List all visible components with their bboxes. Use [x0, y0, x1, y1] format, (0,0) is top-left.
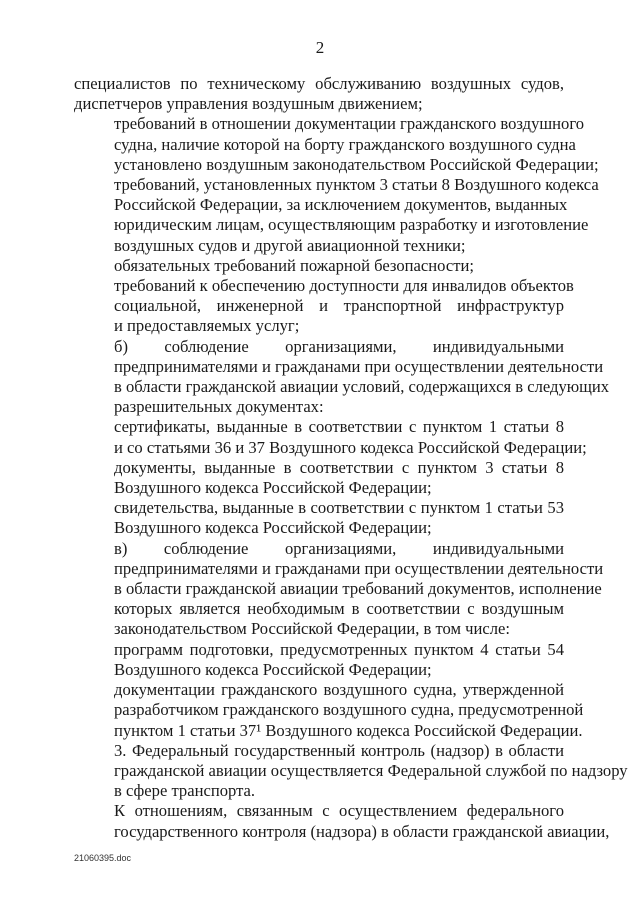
text-line: документы, выданные в соответствии с пунктом 3 статьи 8 — [114, 457, 564, 477]
text-line: в области гражданской авиации требований документов, исполнение — [114, 579, 602, 599]
paragraph — [74, 74, 564, 114]
text-line: сертификаты, выданные в соответствии с пунктом 1 статьи 8 — [114, 417, 564, 437]
text-line: социальной, инженерной и транспортной инфраструктур — [114, 296, 564, 316]
text-line: требований, установленных пунктом 3 статьи 8 Воздушного кодекса — [114, 175, 599, 195]
text-line: в) соблюдение организациями, индивидуальными — [114, 538, 564, 558]
text-line: пунктом 1 статьи 37¹ Воздушного кодекса Российской Федерации. — [114, 720, 583, 740]
text-line: 3. Федеральный государственный контроль (надзор) в области — [114, 740, 564, 760]
paragraph — [74, 175, 599, 256]
text-line: диспетчеров управления воздушным движением; — [74, 94, 423, 114]
page-number: 2 — [315, 38, 325, 57]
text-line: б) соблюдение организациями, индивидуальными — [114, 336, 564, 356]
text-line: требований к обеспечению доступности для инвалидов объектов — [114, 276, 574, 296]
document-filename-footer: 21060395.doc — [74, 853, 132, 863]
text-line: которых является необходимым в соответствии с воздушным — [114, 599, 564, 619]
text-line: законодательством Российской Федерации, в том числе: — [114, 619, 511, 639]
paragraph — [74, 336, 610, 418]
document-body — [74, 74, 628, 842]
paragraph — [74, 276, 574, 337]
text-line: предпринимателями и гражданами при осуществлении деятельности — [114, 558, 604, 578]
paragraph — [74, 498, 564, 538]
paragraph — [74, 538, 604, 640]
paragraph — [74, 256, 564, 276]
text-line: установлено воздушным законодательством Российской Федерации; — [114, 154, 599, 174]
text-line: и со статьями 36 и 37 Воздушного кодекса Российской Федерации; — [114, 437, 587, 457]
paragraph — [74, 740, 628, 802]
text-line: гражданской авиации осуществляется Федеральной службой по надзору — [114, 760, 628, 780]
text-line: в области гражданской авиации условий, содержащихся в следующих — [114, 377, 610, 397]
text-line: К отношениям, связанным с осуществлением федерального — [114, 801, 564, 821]
text-line: воздушных судов и другой авиационной техники; — [114, 235, 466, 255]
text-line: свидетельства, выданные в соответствии с пунктом 1 статьи 53 — [114, 498, 564, 518]
text-line: предпринимателями и гражданами при осуществлении деятельности — [114, 356, 604, 376]
text-line: обязательных требований пожарной безопасности; — [114, 255, 474, 275]
text-line: программ подготовки, предусмотренных пунктом 4 статьи 54 — [114, 639, 564, 659]
text-line: разработчиком гражданского воздушного судна, предусмотренной — [114, 700, 584, 720]
text-line: Воздушного кодекса Российской Федерации; — [114, 518, 432, 538]
text-line: Российской Федерации, за исключением документов, выданных — [114, 195, 568, 215]
paragraph — [74, 801, 610, 841]
paragraph — [74, 417, 587, 457]
text-line: и предоставляемых услуг; — [114, 316, 300, 336]
text-line: документации гражданского воздушного судна, утвержденной — [114, 680, 564, 700]
text-line: судна, наличие которой на борту гражданского воздушного судна — [114, 134, 576, 154]
paragraph — [74, 114, 599, 175]
text-line: разрешительных документах: — [114, 397, 324, 417]
text-line: Воздушного кодекса Российской Федерации; — [114, 478, 432, 498]
paragraph — [74, 640, 564, 680]
text-line: юридическим лицам, осуществляющим разработку и изготовление — [114, 215, 589, 235]
paragraph — [74, 458, 564, 498]
text-line: специалистов по техническому обслуживанию воздушных судов, — [74, 74, 564, 93]
text-line: Воздушного кодекса Российской Федерации; — [114, 659, 432, 679]
text-line: в сфере транспорта. — [114, 781, 256, 801]
text-line: государственного контроля (надзора) в области гражданской авиации, — [114, 821, 610, 841]
paragraph — [74, 680, 584, 741]
text-line: требований в отношении документации гражданского воздушного — [114, 114, 585, 134]
